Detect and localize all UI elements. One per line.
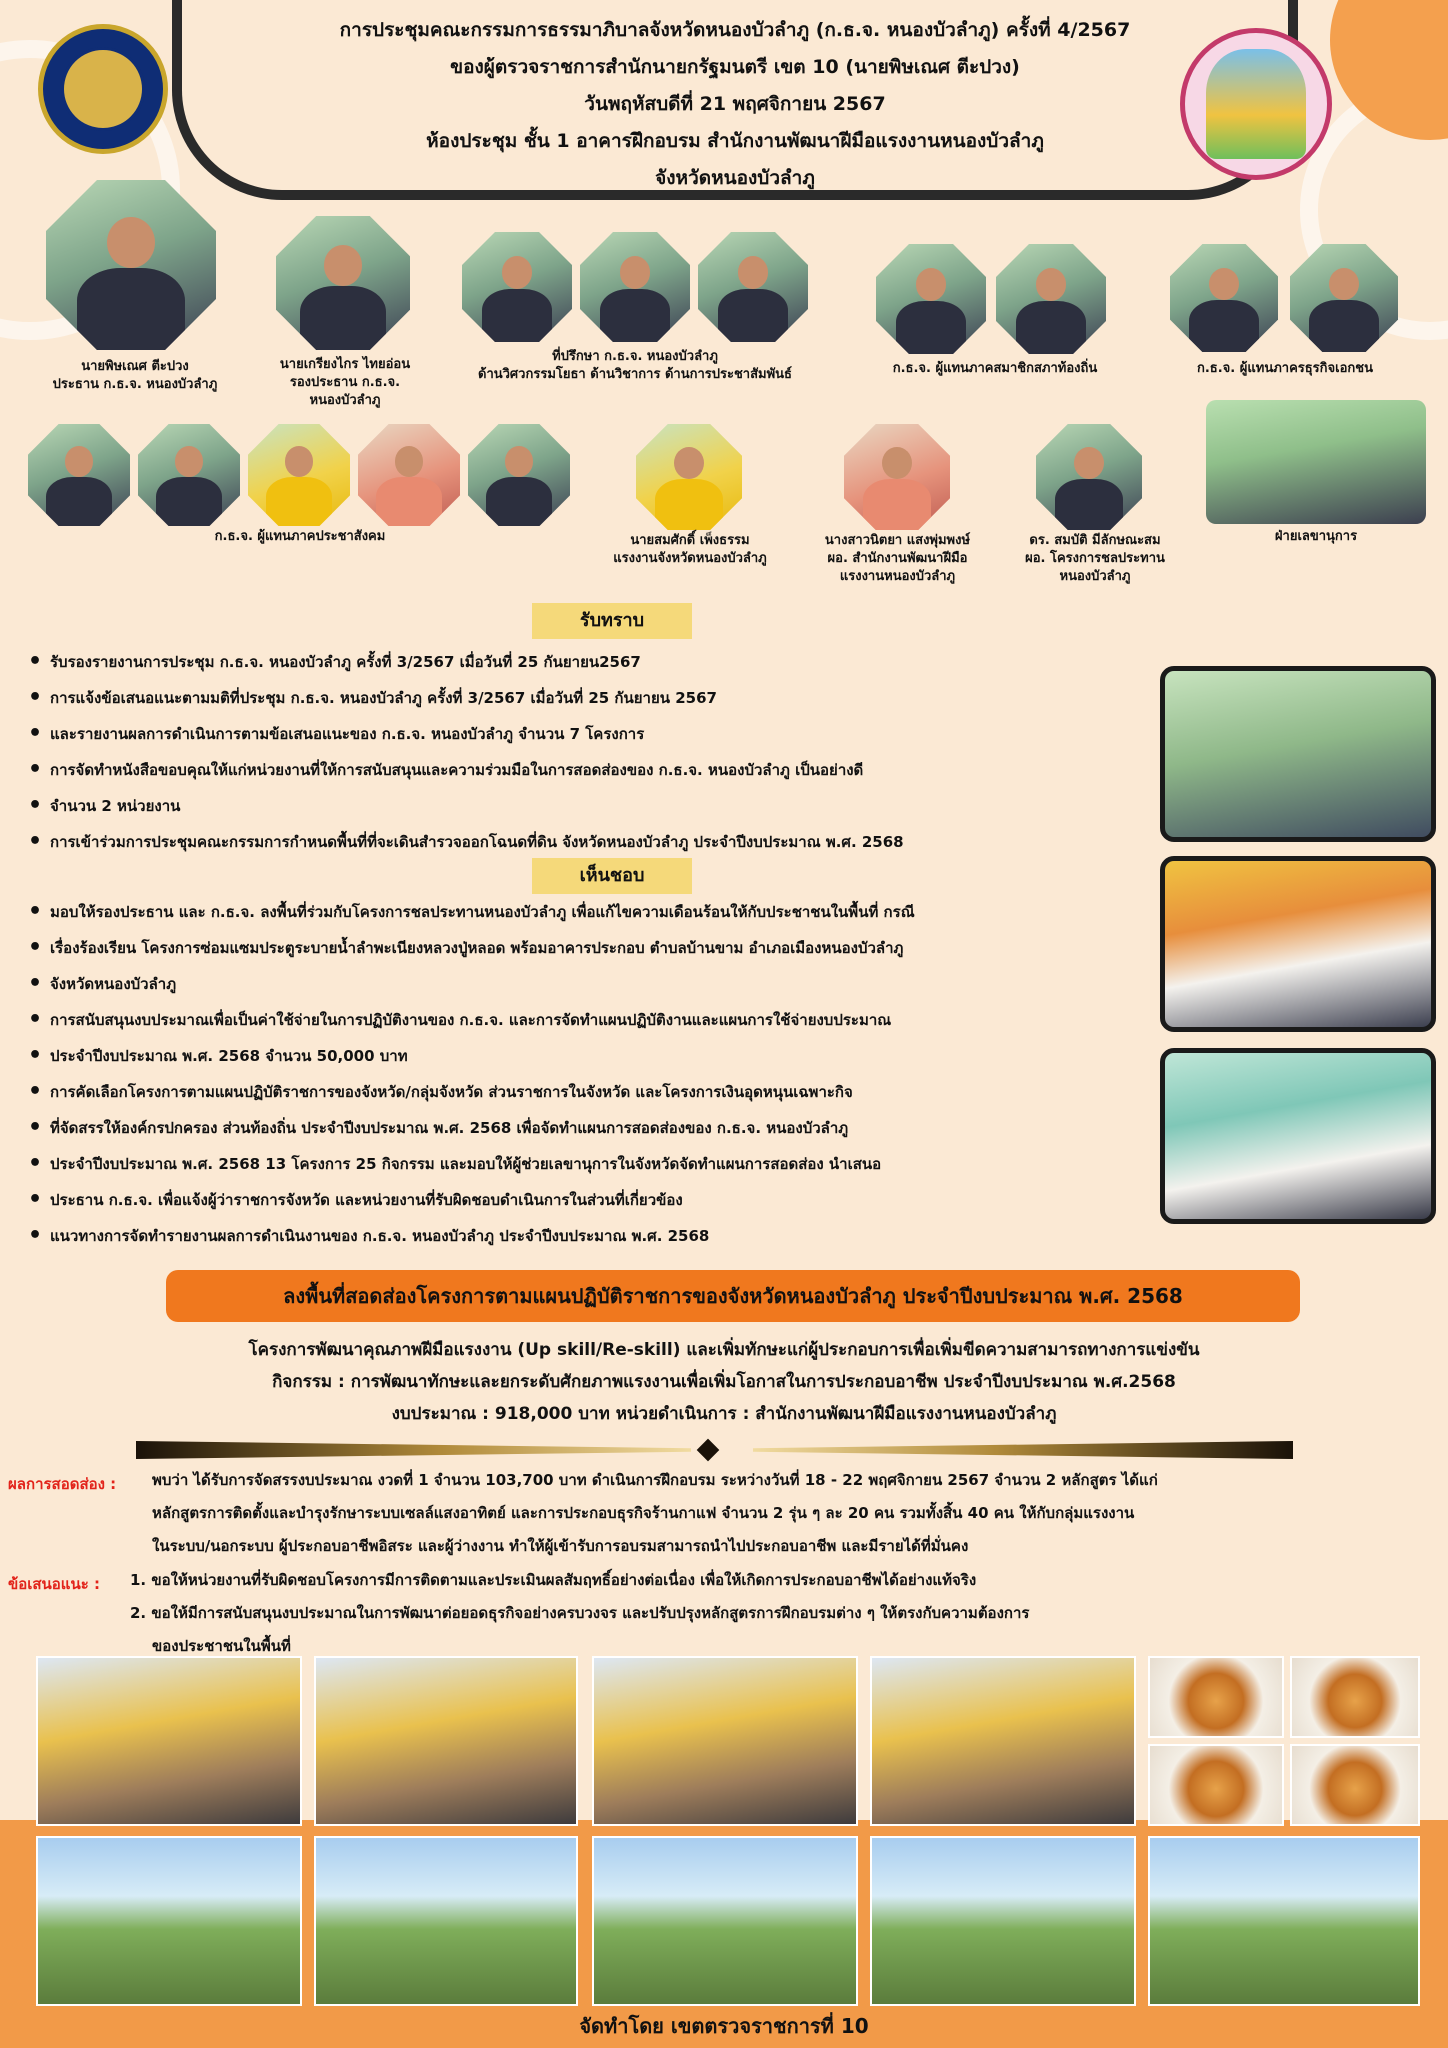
photo-civil-society [138, 424, 240, 526]
gallery-photo-tasting [592, 1656, 858, 1826]
divider-left [136, 1441, 691, 1459]
findings-label: ผลการสอดส่อง : [8, 1475, 117, 1493]
caption-chair: นายพิษเณศ ตีะปวง ประธาน ก.ธ.จ. หนองบัวลำภู [52, 359, 218, 392]
caption-advisors: ที่ปรึกษา ก.ธ.จ. หนองบัวลำภู ด้านวิศวกรรมโยธา ด้านวิชาการ ด้านการประชาสัมพันธ์ [478, 349, 792, 382]
recommendations-text: 1. ขอให้หน่วยงานที่รับผิดชอบโครงการมีการติดตามและประเมินผลสัมฤทธิ์อย่างต่อเนื่อง เพื่อให้เกิดการประกอบอาชีพได้อย่างแท้จริง 2. ขอให้มีการสนับสนุนงบประมาณในการพัฒนาต่อยอดธุรกิจอย่างครบวงจร และปรับปรุงหลักสูตรการฝึกอบรมต่าง ๆ ให้ตรงกับความต้องการ ของประชาชนในพื้นที่ [130, 1571, 1030, 1655]
list-item: • แนวทางการจัดทำรายงานผลการดำเนินงานของ ก.ธ.จ. หนองบัวลำภู ประจำปีงบประมาณ พ.ศ. 2568 [20, 1218, 1150, 1254]
meeting-photo-room [1160, 1048, 1436, 1224]
gallery-photo-solar-panel [592, 1836, 858, 2006]
list-item-continuation: • และรายงานผลการดำเนินการตามข้อเสนอแนะของ ก.ธ.จ. หนองบัวลำภู จำนวน 7 โครงการ [20, 716, 1150, 752]
list-item: • มอบให้รองประธาน และ ก.ธ.จ. ลงพื้นที่ร่วมกับโครงการชลประทานหนองบัวลำภู เพื่อแก้ไขความเดือนร้อนให้กับประชาชนในพื้นที่ กรณี [20, 894, 1150, 930]
title-line-3: วันพฤหัสบดีที่ 21 พฤศจิกายน 2567 [584, 93, 886, 115]
gallery-photo-food [1148, 1656, 1284, 1738]
photo-labor-officer [636, 424, 742, 530]
project-budget: งบประมาณ : 918,000 บาท หน่วยดำเนินการ : สำนักงานพัฒนาฝีมือแรงงานหนองบัวลำภู [391, 1404, 1057, 1424]
list-item-continuation: • ประธาน ก.ธ.จ. เพื่อแจ้งผู้ว่าราชการจังหวัด และหน่วยงานที่รับผิดชอบดำเนินการในส่วนที่เกี่ยวข้อง [20, 1182, 1150, 1218]
photo-advisor [698, 232, 808, 342]
photo-irrigation-director [1036, 424, 1142, 530]
title-line-5: จังหวัดหนองบัวลำภู [655, 167, 815, 189]
list-item: • การจัดทำหนังสือขอบคุณให้แก่หน่วยงานที่ให้การสนับสนุนและความร่วมมือในการสอดส่องของ ก.ธ.จ. หนองบัวลำภู เป็นอย่างดี [20, 752, 1150, 788]
photo-local-council [996, 244, 1106, 354]
photo-chair [46, 180, 216, 350]
divider-diamond [697, 1439, 720, 1462]
gallery-photo-food [1290, 1656, 1420, 1738]
section-tag-acknowledged: รับทราบ [532, 603, 692, 639]
inspection-banner: ลงพื้นที่สอดส่องโครงการตามแผนปฏิบัติราชการของจังหวัดหนองบัวลำภู ประจำปีงบประมาณ พ.ศ. 2568 [166, 1270, 1300, 1322]
list-item-continuation: • เรื่องร้องเรียน โครงการซ่อมแซมประตูระบายน้ำลำพะเนียงหลวงปู่หลอด พร้อมอาคารประกอบ ตำบลบ้านขาม อำเภอเมืองหนองบัวลำภู [20, 930, 1150, 966]
photo-civil-society [358, 424, 460, 526]
caption-skill-director: นางสาวนิตยา แสงพุ่มพงษ์ ผอ. สำนักงานพัฒนาฝีมือ แรงงานหนองบัวลำภู [824, 533, 971, 584]
list-item-continuation: • ประจำปีงบประมาณ พ.ศ. 2568 จำนวน 50,000 บาท [20, 1038, 1150, 1074]
gallery-photo-visit [870, 1656, 1136, 1826]
caption-secretariat: ฝ่ายเลขานุการ [1274, 529, 1358, 544]
recommendations-label: ข้อเสนอแนะ : [8, 1575, 101, 1593]
caption-vice-chair: นายเกรียงไกร ไทยอ่อน รองประธาน ก.ธ.จ. หนองบัวลำภู [279, 357, 411, 408]
caption-private-sector: ก.ธ.จ. ผู้แทนภาครธุรกิจเอกชน [1196, 361, 1373, 376]
approved-list [20, 894, 1150, 1254]
list-item-continuation: • ประจำปีงบประมาณ พ.ศ. 2568 13 โครงการ 25 กิจกรรม และมอบให้ผู้ช่วยเลขานุการในจังหวัดจัดทำแผนการสอดส่อง นำเสนอ [20, 1146, 1150, 1182]
ministry-logo-icon [38, 24, 168, 154]
title-line-1: การประชุมคณะกรรมการธรรมาภิบาลจังหวัดหนองบัวลำภู (ก.ธ.จ. หนองบัวลำภู) ครั้งที่ 4/2567 [339, 19, 1131, 41]
photo-secretariat [1206, 400, 1426, 524]
project-name: โครงการพัฒนาคุณภาพฝีมือแรงงาน (Up skill/Re-skill) และเพิ่มทักษะแก่ผู้ประกอบการเพื่อเพิ่มขีดความสามารถทางการแข่งขัน [248, 1340, 1200, 1360]
project-activity: กิจกรรม : การพัฒนาทักษะและยกระดับศักยภาพแรงงานเพื่อเพิ่มโอกาสในการประกอบอาชีพ ประจำปีงบประมาณ พ.ศ.2568 [272, 1372, 1176, 1392]
photo-civil-society [468, 424, 570, 526]
gallery-photo-solar-site [314, 1836, 578, 2006]
photo-skill-director [844, 424, 950, 530]
list-item: • การคัดเลือกโครงการตามแผนปฏิบัติราชการของจังหวัด/กลุ่มจังหวัด ส่วนราชการในจังหวัด และโครงการเงินอุดหนุนเฉพาะกิจ [20, 1074, 1150, 1110]
caption-labor-officer: นายสมศักดิ์ เพ็งธรรม แรงงานจังหวัดหนองบัวลำภู [613, 533, 767, 566]
gallery-photo-coffee-demo [314, 1656, 578, 1826]
acknowledged-list [20, 644, 1150, 860]
gallery-photo-training-group [36, 1656, 302, 1826]
photo-civil-society [248, 424, 350, 526]
gallery-photo-solar-site [36, 1836, 302, 2006]
section-tag-approved: เห็นชอบ [532, 858, 692, 894]
list-item: • รับรองรายงานการประชุม ก.ธ.จ. หนองบัวลำภู ครั้งที่ 3/2567 เมื่อวันที่ 25 กันยายน2567 [20, 644, 1150, 680]
list-item-continuation: • จำนวน 2 หน่วยงาน [20, 788, 1150, 824]
list-item: • การสนับสนุนงบประมาณเพื่อเป็นค่าใช้จ่ายในการปฏิบัติงานของ ก.ธ.จ. และการจัดทำแผนปฏิบัติงานและแผนการใช้จ่ายงบประมาณ [20, 1002, 1150, 1038]
footer-credit: จัดทำโดย เขตตรวจราชการที่ 10 [579, 2014, 869, 2038]
gallery-photo-food [1290, 1744, 1420, 1826]
findings-text: พบว่า ได้รับการจัดสรรงบประมาณ งวดที่ 1 จำนวน 103,700 บาท ดำเนินการฝึกอบรม ระหว่างวันที่ 18 - 22 พฤศจิกายน 2567 จำนวน 2 หลักสูตร ได้แก่ หลักสูตรการติดตั้งและบำรุงรักษาระบบเซลล์แสงอาทิตย์ และการประกอบธุรกิจร้านกาแฟ จำนวน 2 รุ่น ๆ ละ 20 คน รวมทั้งสิ้น 40 คน ให้กับกลุ่มแรงงาน ในระบบ/นอกระบบ ผู้ประกอบอาชีพอิสระ และผู้ว่างงาน ทำให้ผู้เข้ารับการอบรมสามารถนำไปประกอบอาชีพ และมีรายได้ที่มั่นคง [152, 1471, 1158, 1555]
caption-civil-society: ก.ธ.จ. ผู้แทนภาคประชาสังคม [214, 529, 386, 544]
list-item: • การแจ้งข้อเสนอแนะตามมติที่ประชุม ก.ธ.จ. หนองบัวลำภู ครั้งที่ 3/2567 เมื่อวันที่ 25 กันยายน 2567 [20, 680, 1150, 716]
title-line-4: ห้องประชุม ชั้น 1 อาคารฝึกอบรม สำนักงานพัฒนาฝีมือแรงงานหนองบัวลำภู [426, 130, 1044, 152]
photo-private-sector [1170, 244, 1278, 352]
caption-local-council: ก.ธ.จ. ผู้แทนภาคสมาชิกสภาท้องถิ่น [892, 361, 1098, 376]
gallery-photo-food [1148, 1744, 1284, 1826]
photo-advisor [580, 232, 690, 342]
meeting-photo-presentation [1160, 856, 1436, 1032]
title-line-2: ของผู้ตรวจราชการสำนักนายกรัฐมนตรี เขต 10 (นายพิษเณศ ตีะปวง) [450, 56, 1020, 78]
gallery-photo-water-pump [870, 1836, 1136, 2006]
caption-irrigation-director: ดร. สมบัติ มีลักษณะสม ผอ. โครงการชลประทาน หนองบัวลำภู [1025, 533, 1165, 584]
gallery-photo-water-pump [1148, 1836, 1420, 2006]
divider-right [753, 1441, 1293, 1459]
meeting-photo-group [1160, 666, 1436, 842]
page-title [190, 12, 1280, 197]
list-item-continuation: • ที่จัดสรรให้องค์กรปกครอง ส่วนท้องถิ่น ประจำปีงบประมาณ พ.ศ. 2568 เพื่อจัดทำแผนการสอดส่องของ ก.ธ.จ. หนองบัวลำภู [20, 1110, 1150, 1146]
photo-advisor [462, 232, 572, 342]
list-item: • การเข้าร่วมการประชุมคณะกรรมการกำหนดพื้นที่ที่จะเดินสำรวจออกโฉนดที่ดิน จังหวัดหนองบัวลำภู ประจำปีงบประมาณ พ.ศ. 2568 [20, 824, 1150, 860]
photo-civil-society [28, 424, 130, 526]
photo-vice-chair [276, 216, 410, 350]
list-item-continuation: • จังหวัดหนองบัวลำภู [20, 966, 1150, 1002]
photo-local-council [876, 244, 986, 354]
